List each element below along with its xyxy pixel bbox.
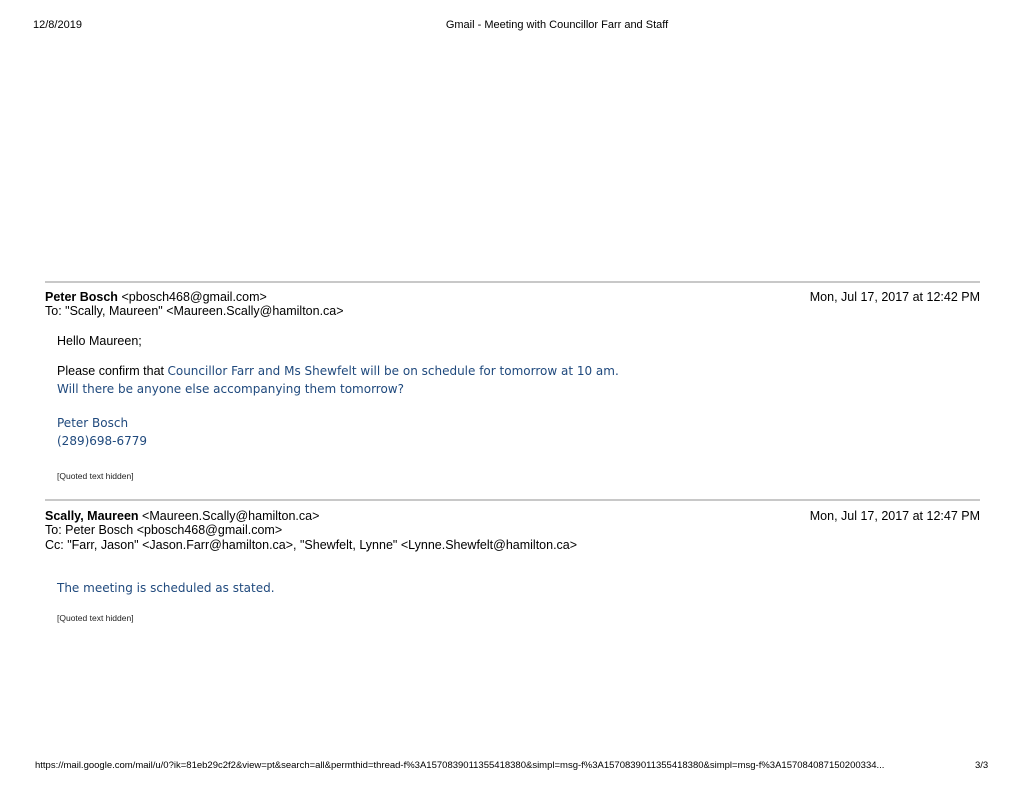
footer-url: https://mail.google.com/mail/u/0?ik=81eb29c2f2&view=pt&search=all&permthid=thread-f%3A1570839011355418380&simpl=msg-f%3A1570839011355418380&simpl=msg-f%3A157084087150200334... (35, 760, 885, 771)
confirm-text: Councillor Farr and Ms Shewfelt will be on schedule for tomorrow at 10 am. (167, 364, 619, 378)
message-2-sender (45, 509, 319, 523)
quoted-text-toggle[interactable]: [Quoted text hidden] (57, 471, 134, 481)
signature-phone: (289)698-6779 (57, 434, 148, 448)
print-date: 12/8/2019 (33, 19, 82, 31)
signature-name: Peter Bosch (57, 416, 129, 430)
message-divider (45, 281, 980, 283)
sender-email[interactable]: <pbosch468@gmail.com> (121, 290, 267, 304)
message-2-recipients: To: Peter Bosch <pbosch468@gmail.com> (45, 523, 283, 537)
page-title: Gmail - Meeting with Councillor Farr and Staff (445, 19, 669, 31)
message-1-sender (45, 290, 267, 304)
message-1-confirm-line (57, 364, 619, 378)
confirm-prefix: Please confirm that (57, 364, 168, 378)
message-1-greeting: Hello Maureen; (57, 334, 142, 348)
message-2-date: Mon, Jul 17, 2017 at 12:47 PM (809, 509, 980, 523)
quoted-text-toggle[interactable]: [Quoted text hidden] (57, 613, 134, 623)
sender-email[interactable]: <Maureen.Scally@hamilton.ca> (142, 509, 320, 523)
message-1-date: Mon, Jul 17, 2017 at 12:42 PM (809, 290, 980, 304)
sender-name: Scally, Maureen (45, 509, 139, 523)
message-2-body: The meeting is scheduled as stated. (57, 581, 275, 595)
message-1-question: Will there be anyone else accompanying them tomorrow? (57, 382, 404, 396)
sender-name: Peter Bosch (45, 290, 118, 304)
message-divider (45, 499, 980, 501)
message-1-recipients: To: "Scally, Maureen" <Maureen.Scally@hamilton.ca> (45, 304, 344, 318)
message-2-cc: Cc: "Farr, Jason" <Jason.Farr@hamilton.ca>, "Shewfelt, Lynne" <Lynne.Shewfelt@hamilton.ca> (45, 538, 578, 552)
page-number: 3/3 (975, 760, 989, 771)
